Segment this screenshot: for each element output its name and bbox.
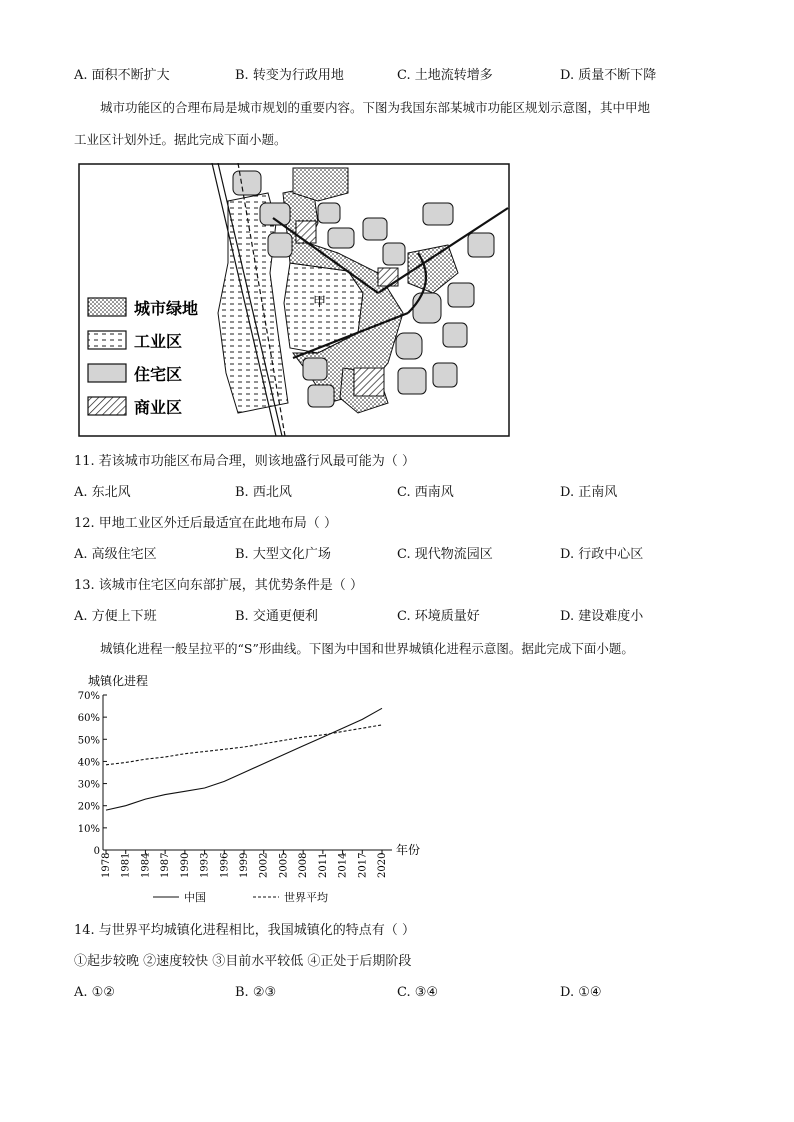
y-tick-label: 50% — [77, 735, 100, 747]
chart-y-axis-title: 城镇化进程 — [88, 674, 149, 688]
legend-label-residential: 住宅区 — [134, 365, 183, 384]
q13-option-a[interactable]: A. 方便上下班 — [74, 609, 157, 624]
q13-option-b[interactable]: B. 交通更便利 — [235, 609, 318, 624]
x-tick-label: 1999 — [239, 852, 250, 878]
y-tick-label: 10% — [77, 823, 100, 835]
y-tick-label: 70% — [77, 691, 100, 702]
q14-option-a[interactable]: A. ①② — [74, 985, 115, 1000]
legend-swatch-residential — [88, 364, 126, 382]
map-marker-jia: 甲 — [313, 295, 327, 310]
y-tick-label: 60% — [77, 713, 100, 725]
intro1-line2: 工业区计划外迁。据此完成下面小题。 — [74, 132, 287, 147]
q12-stem: 12. 甲地工业区外迁后最适宜在此地布局（ ） — [74, 516, 337, 531]
x-tick-label: 1978 — [101, 852, 112, 878]
q14-statements: ①起步较晚 ②速度较快 ③目前水平较低 ④正处于后期阶段 — [74, 954, 412, 969]
q14-stem: 14. 与世界平均城镇化进程相比，我国城镇化的特点有（ ） — [74, 923, 415, 938]
legend-label-1: 世界平均 — [284, 891, 328, 904]
x-tick-label: 2020 — [377, 852, 388, 878]
legend-label-green: 城市绿地 — [134, 299, 199, 318]
x-tick-label: 1987 — [160, 852, 172, 878]
x-tick-label: 1990 — [179, 852, 191, 878]
legend-label-industrial: 工业区 — [134, 332, 183, 351]
q12-option-c[interactable]: C. 现代物流园区 — [397, 547, 493, 562]
legend-label-commercial: 商业区 — [134, 398, 183, 417]
chart-x-axis-title: 年份 — [396, 843, 421, 857]
x-tick-label: 2005 — [278, 852, 290, 878]
q13-stem: 13. 该城市住宅区向东部扩展，其优势条件是（ ） — [74, 578, 363, 593]
q12-option-b[interactable]: B. 大型文化广场 — [235, 547, 331, 562]
x-tick-label: 2017 — [357, 852, 369, 878]
y-tick-label: 40% — [77, 757, 100, 769]
q10-option-b[interactable]: B. 转变为行政用地 — [235, 68, 344, 83]
x-tick-label: 2014 — [337, 852, 349, 878]
series-line-1 — [106, 725, 382, 765]
q10-option-a[interactable]: A. 面积不断扩大 — [74, 68, 170, 83]
q12-option-d[interactable]: D. 行政中心区 — [560, 547, 644, 562]
y-tick-label: 30% — [77, 779, 100, 791]
q10-option-c[interactable]: C. 土地流转增多 — [397, 68, 493, 83]
city-function-zone-map — [78, 163, 512, 438]
intro1-line1: 城市功能区的合理布局是城市规划的重要内容。下图为我国东部某城市功能区规划示意图，其中甲地 — [100, 100, 651, 115]
x-tick-label: 1984 — [140, 852, 152, 878]
legend-swatch-green — [88, 298, 126, 316]
legend-swatch-commercial — [88, 397, 126, 415]
x-tick-label: 2008 — [298, 852, 310, 878]
q13-option-c[interactable]: C. 环境质量好 — [397, 609, 480, 624]
q14-option-b[interactable]: B. ②③ — [235, 985, 277, 1000]
q13-option-d[interactable]: D. 建设难度小 — [560, 609, 644, 624]
q11-stem: 11. 若该城市功能区布局合理，则该地盛行风最可能为（ ） — [74, 454, 415, 469]
q11-option-c[interactable]: C. 西南风 — [397, 485, 454, 500]
q12-option-a[interactable]: A. 高级住宅区 — [74, 547, 157, 562]
q11-option-d[interactable]: D. 正南风 — [560, 485, 618, 500]
y-tick-label: 20% — [77, 801, 100, 813]
x-tick-label: 1981 — [120, 852, 132, 878]
legend-label-0: 中国 — [184, 891, 206, 904]
x-tick-label: 1993 — [199, 852, 211, 878]
x-tick-label: 2011 — [317, 852, 329, 878]
y-tick-label: 0 — [93, 846, 100, 857]
intro2-line1: 城镇化进程一般呈拉平的“S”形曲线。下图为中国和世界城镇化进程示意图。据此完成下面小题。 — [100, 641, 634, 656]
q14-option-c[interactable]: C. ③④ — [397, 985, 439, 1000]
x-tick-label: 1996 — [219, 852, 231, 878]
x-tick-label: 2002 — [258, 852, 270, 878]
q11-option-a[interactable]: A. 东北风 — [74, 485, 131, 500]
q10-option-d[interactable]: D. 质量不断下降 — [560, 68, 657, 83]
legend-swatch-industrial — [88, 331, 126, 349]
q14-option-d[interactable]: D. ①④ — [560, 985, 602, 1000]
urbanization-line-chart — [70, 668, 440, 908]
q11-option-b[interactable]: B. 西北风 — [235, 485, 292, 500]
